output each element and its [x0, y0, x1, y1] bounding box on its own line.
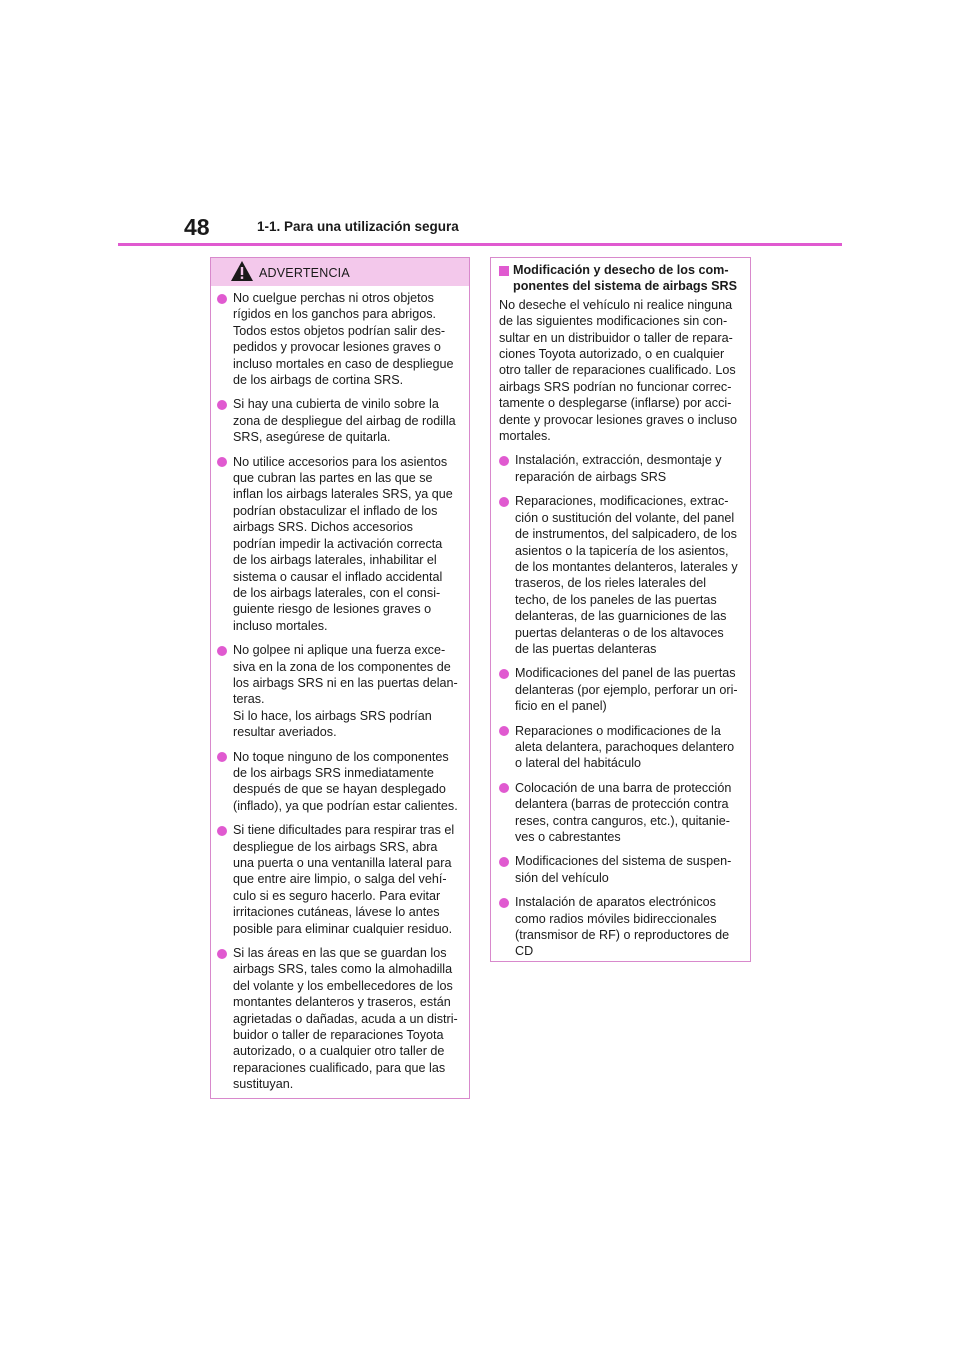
- page-number: 48: [184, 214, 210, 240]
- warning-item: [217, 945, 461, 1093]
- bullet-icon: [217, 752, 227, 762]
- bullet-icon: [217, 949, 227, 959]
- warning-item: [217, 822, 461, 937]
- bullet-icon: [217, 826, 227, 836]
- modification-item: [499, 780, 742, 846]
- bullet-icon: [499, 783, 509, 793]
- modification-item-text: Reparaciones, modificaciones, extrac- ción o sustitución del volante, del panel de instrumentos, del salpicadero, de los asientos o la tapicería de los asientos, de los montantes delanteros, laterales y traseros, de los rieles laterales del techo, de los paneles de las puertas delanteras, de las guarniciones de las puertas delanteras o de los altavoces de las puertas delanteras: [515, 494, 738, 656]
- bullet-icon: [217, 457, 227, 467]
- modification-item-text: Instalación, extracción, desmontaje y reparación de airbags SRS: [515, 453, 722, 484]
- warning-item-text: Si tiene dificultades para respirar tras el despliegue de los airbags SRS, abra una puerta o una ventanilla lateral para que entre aire limpio, o salga del vehí- culo si es seguro hacerlo. Para evitar irritaciones cutáneas, lávese lo antes posible para eliminar cualquier residuo.: [233, 823, 455, 936]
- bullet-icon: [499, 857, 509, 867]
- modifications-box: [490, 257, 751, 962]
- section-title: 1-1. Para una utilización segura: [257, 219, 459, 234]
- modification-item-text: Colocación de una barra de protección delantera (barras de protección contra reses, contra canguros, etc.), quitanie- ves o cabrestantes: [515, 780, 732, 844]
- warning-box: [210, 257, 470, 1099]
- modification-item: [499, 894, 742, 960]
- bullet-icon: [499, 497, 509, 507]
- modification-item-text: Instalación de aparatos electrónicos como radios móviles bidireccionales (transmisor de RF) o reproductores de CD: [515, 895, 730, 959]
- bullet-icon: [217, 294, 227, 304]
- modification-item: [499, 493, 742, 657]
- warning-triangle-icon: [230, 260, 254, 282]
- warning-item: [217, 396, 461, 445]
- warning-item-text: No utilice accesorios para los asientos que cubran las partes en las que se inflan los airbags laterales SRS, ya que podrían obstaculizar el inflado de los airbags SRS. Dichos accesorios podrían impedir la activación correcta de los airbags laterales, inhabilitar el sistema o causar el inflado accidental de los airbags laterales, con el consi- guiente riesgo de lesiones graves o incluso mortales.: [233, 454, 453, 633]
- bullet-icon: [499, 726, 509, 736]
- modification-item: [499, 452, 742, 485]
- modification-item-text: Modificaciones del panel de las puertas delanteras (por ejemplo, perforar un ori- ficio en el panel): [515, 666, 738, 714]
- warning-list: [211, 286, 469, 1093]
- warning-item: [217, 749, 461, 815]
- modification-item: [499, 853, 742, 886]
- warning-item: [217, 642, 461, 740]
- warning-item-text: No toque ninguno de los componentes de los airbags SRS inmediatamente después de que se hayan desplegado (inflado), ya que podrían estar calientes.: [233, 749, 458, 813]
- header-rule: [118, 243, 842, 246]
- modifications-heading-text: Modificación y desecho de los com- ponentes del sistema de airbags SRS: [513, 263, 737, 294]
- modification-item-text: Reparaciones o modificaciones de la aleta delantera, parachoques delantero o lateral del habitáculo: [515, 723, 735, 771]
- square-bullet-icon: [499, 266, 509, 276]
- warning-item-text: Si hay una cubierta de vinilo sobre la zona de despliegue del airbag de rodilla SRS, asegúrese de quitarla.: [233, 397, 456, 445]
- warning-title: ADVERTENCIA: [259, 266, 350, 280]
- warning-item-text: No cuelgue perchas ni otros objetos rígidos en los ganchos para abrigos. Todos estos objetos podrían salir des- pedidos y provocar lesiones graves o incluso mortales en caso de despliegue de los airbags de cortina SRS.: [233, 291, 454, 388]
- warning-item-text: Si las áreas en las que se guardan los airbags SRS, tales como la almohadilla del volante y los embellecedores de los montantes delanteros y traseros, están agrietadas o dañadas, acuda a un distri- buidor o taller de reparaciones Toyota autorizado, o a cualquier otro taller de reparaciones cualificado, para que las sustituyan.: [233, 946, 458, 1092]
- bullet-icon: [217, 646, 227, 656]
- warning-item: [217, 290, 461, 388]
- modifications-intro: No deseche el vehículo ni realice ninguna de las siguientes modificaciones sin con- sultar en un distribuidor o taller de repara- ciones Toyota autorizado, o en cualquier otro taller de reparaciones cualificado. Los airbags SRS podrían no funcionar correc- tamente o desplegarse (inflarse) por acci- dente y provocar lesiones graves o incluso mortales.: [499, 297, 738, 444]
- modification-item: [499, 723, 742, 772]
- warning-header: [211, 258, 469, 286]
- warning-item-text: No golpee ni aplique una fuerza exce- siva en la zona de los componentes de los airbags SRS ni en las puertas delan- teras. Si lo hace, los airbags SRS podrían resultar averiados.: [233, 643, 458, 740]
- modification-item: [499, 665, 742, 714]
- modification-item-text: Modificaciones del sistema de suspen- sión del vehículo: [515, 854, 732, 885]
- bullet-icon: [499, 898, 509, 908]
- warning-item: [217, 454, 461, 634]
- modifications-content: [491, 258, 750, 960]
- bullet-icon: [217, 400, 227, 410]
- bullet-icon: [499, 669, 509, 679]
- modifications-heading: [499, 262, 742, 295]
- bullet-icon: [499, 456, 509, 466]
